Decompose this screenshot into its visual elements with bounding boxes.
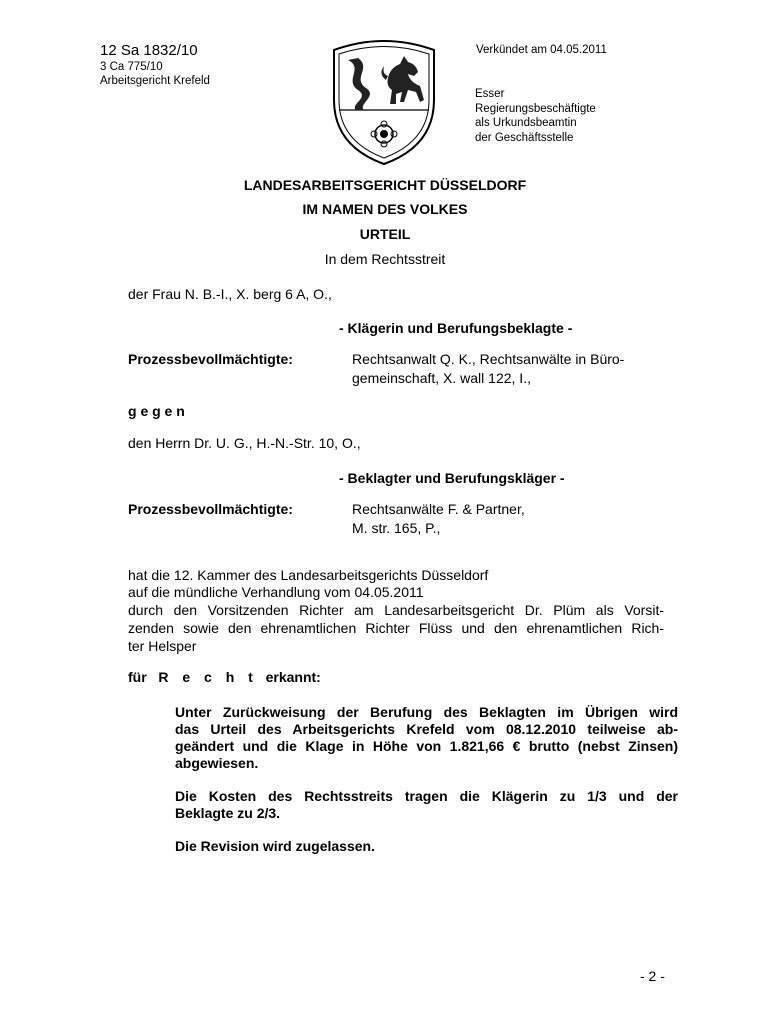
klaegerin-role: - Klägerin und Berufungsbeklagte - xyxy=(339,320,573,336)
kammer-line-4: zenden sowie den ehrenamtlichen Richter Flüss und den ehrenamtlichen Rich- xyxy=(128,620,664,636)
nrw-coat-of-arms-icon xyxy=(328,34,440,166)
erkannt-word: erkannt: xyxy=(265,669,321,685)
rechtsstreit-intro: In dem Rechtsstreit xyxy=(324,251,446,267)
prozessbevollmaechtigte-label-2: Prozessbevollmächtigte: xyxy=(128,501,293,517)
fuer-word: für xyxy=(128,669,147,685)
tenor1-line1: Unter Zurückweisung der Berufung des Beklagten im Übrigen wird xyxy=(175,704,678,720)
klaegerin-vertreter-line2: gemeinschaft, X. wall 122, I., xyxy=(352,370,531,386)
prozessbevollmaechtigte-label: Prozessbevollmächtigte: xyxy=(128,351,293,367)
beklagter-name: den Herrn Dr. U. G., H.-N.-Str. 10, O., xyxy=(128,435,361,451)
aktenzeichen: 12 Sa 1832/10 xyxy=(100,42,198,59)
verkuendungsdatum: Verkündet am 04.05.2011 xyxy=(476,44,607,56)
klaegerin-vertreter-line1: Rechtsanwalt Q. K., Rechtsanwälte in Büro- xyxy=(352,351,625,367)
volk-title: IM NAMEN DES VOLKES xyxy=(302,201,468,217)
kammer-line-3: durch den Vorsitzenden Richter am Landesarbeitsgericht Dr. Plüm als Vorsit- xyxy=(128,602,664,618)
beamter-funktion-2: als Urkundsbeamtin xyxy=(475,117,577,129)
beklagter-vertreter-line1: Rechtsanwälte F. & Partner, xyxy=(352,501,525,517)
court-title: LANDESARBEITSGERICHT DÜSSELDORF xyxy=(243,177,527,193)
vorinstanz-aktenzeichen: 3 Ca 775/10 xyxy=(100,61,163,73)
kammer-line-1: hat die 12. Kammer des Landesarbeitsgerichts Düsseldorf xyxy=(128,567,489,583)
urteil-title: URTEIL xyxy=(359,226,411,242)
tenor1-line2: das Urteil des Arbeitsgerichts Krefeld vom 08.12.2010 teilweise ab- xyxy=(175,721,678,737)
kammer-line-5: ter Helsper xyxy=(128,638,197,654)
page-number: - 2 - xyxy=(640,968,665,984)
kammer-line-2: auf die mündliche Verhandlung vom 04.05.2011 xyxy=(128,584,424,600)
tenor2-line2: Beklagte zu 2/3. xyxy=(175,805,281,821)
klaegerin-name: der Frau N. B.-I., X. berg 6 A, O., xyxy=(128,286,332,302)
tenor1-line4: abgewiesen. xyxy=(175,755,259,771)
fuer-recht-erkannt xyxy=(128,669,321,685)
beamter-funktion: Regierungsbeschäftigte xyxy=(475,102,596,115)
beamter-funktion-3: der Geschäftsstelle xyxy=(475,131,574,144)
gegen-label: g e g e n xyxy=(128,403,185,419)
tenor1-line3: geändert und die Klage in Höhe von 1.821,66 € brutto (nebst Zinsen) xyxy=(175,738,678,754)
beamter-name: Esser xyxy=(475,88,505,100)
beklagter-vertreter-line2: M. str. 165, P., xyxy=(352,520,441,536)
vorinstanz-gericht: Arbeitsgericht Krefeld xyxy=(100,75,210,87)
beklagter-role: - Beklagter und Berufungskläger - xyxy=(339,470,565,486)
tenor2-line1: Die Kosten des Rechtsstreits tragen die Klägerin zu 1/3 und der xyxy=(175,788,678,804)
recht-word: R e c h t xyxy=(158,669,258,685)
tenor3: Die Revision wird zugelassen. xyxy=(175,838,375,854)
